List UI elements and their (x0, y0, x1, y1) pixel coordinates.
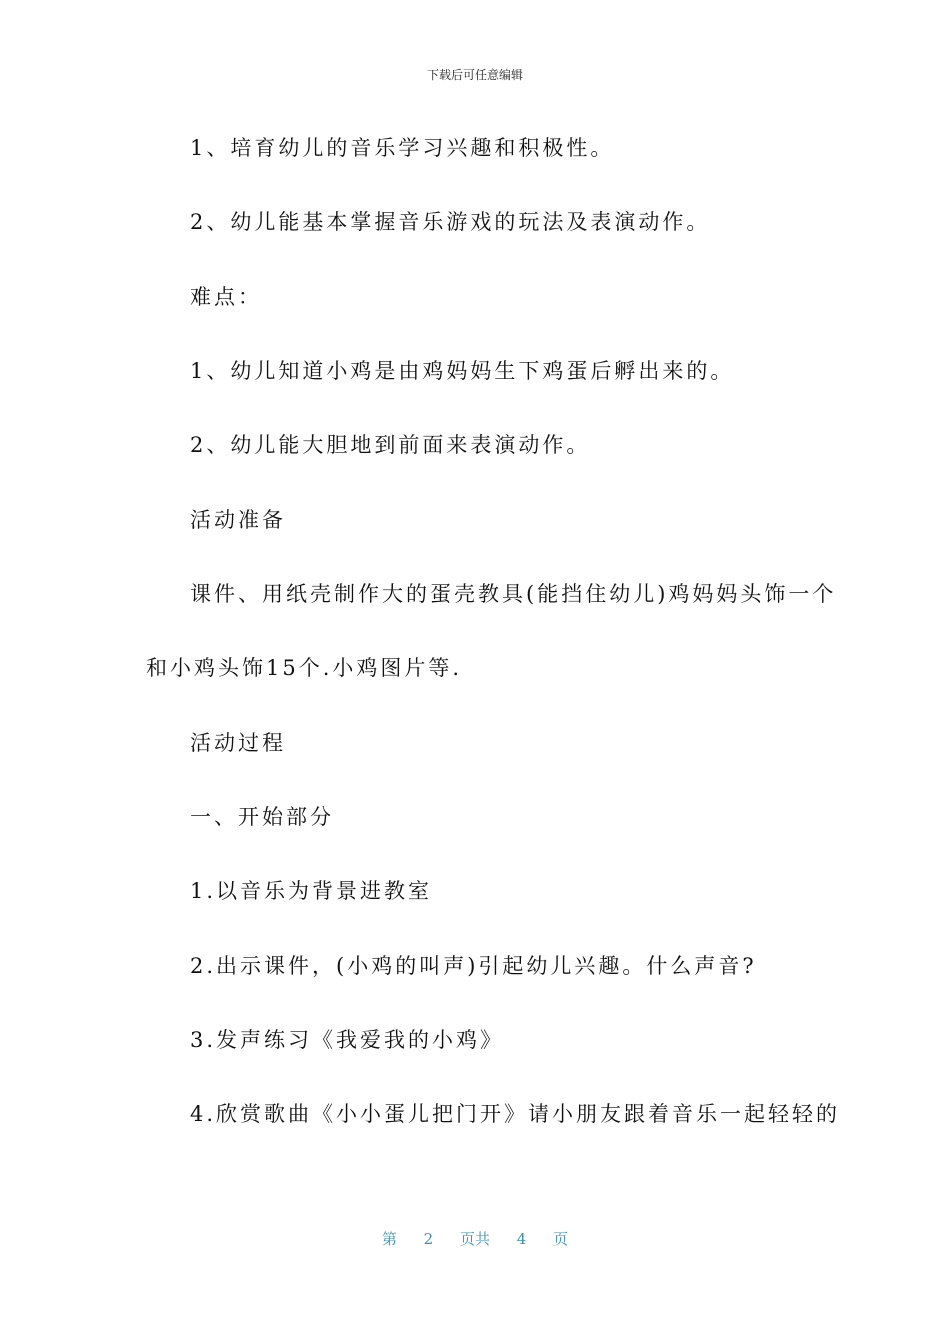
objective-line-2: 2、幼儿能基本掌握音乐游戏的玩法及表演动作。 (190, 210, 711, 234)
step-4: 4.欣赏歌曲《小小蛋儿把门开》请小朋友跟着音乐一起轻轻的 (190, 1102, 841, 1126)
footer-prefix: 第 (381, 1230, 397, 1248)
difficulty-line-2: 2、幼儿能大胆地到前面来表演动作。 (190, 433, 591, 457)
step-3: 3.发声练习《我爱我的小鸡》 (190, 1028, 505, 1052)
section-start-heading: 一、开始部分 (190, 805, 334, 829)
footer-middle: 页共 (459, 1230, 490, 1248)
page-footer (0, 1228, 950, 1249)
step-2: 2.出示课件，(小鸡的叫声)引起幼儿兴趣。什么声音? (190, 954, 757, 978)
difficulty-line-1: 1、幼儿知道小鸡是由鸡妈妈生下鸡蛋后孵出来的。 (190, 359, 735, 383)
difficulty-heading: 难点： (190, 285, 262, 309)
header-note: 下载后可任意编辑 (426, 68, 523, 82)
preparation-line-1: 课件、用纸壳制作大的蛋壳教具(能挡住幼儿)鸡妈妈头饰一个 (190, 582, 837, 606)
footer-current-page: 2 (423, 1230, 434, 1248)
preparation-line-2: 和小鸡头饰15个.小鸡图片等. (146, 656, 463, 680)
footer-total-pages: 4 (516, 1230, 527, 1248)
objective-line-1: 1、培育幼儿的音乐学习兴趣和积极性。 (190, 136, 615, 160)
footer-suffix: 页 (553, 1230, 569, 1248)
step-1: 1.以音乐为背景进教室 (190, 879, 433, 903)
preparation-heading: 活动准备 (190, 508, 286, 532)
process-heading: 活动过程 (190, 731, 286, 755)
